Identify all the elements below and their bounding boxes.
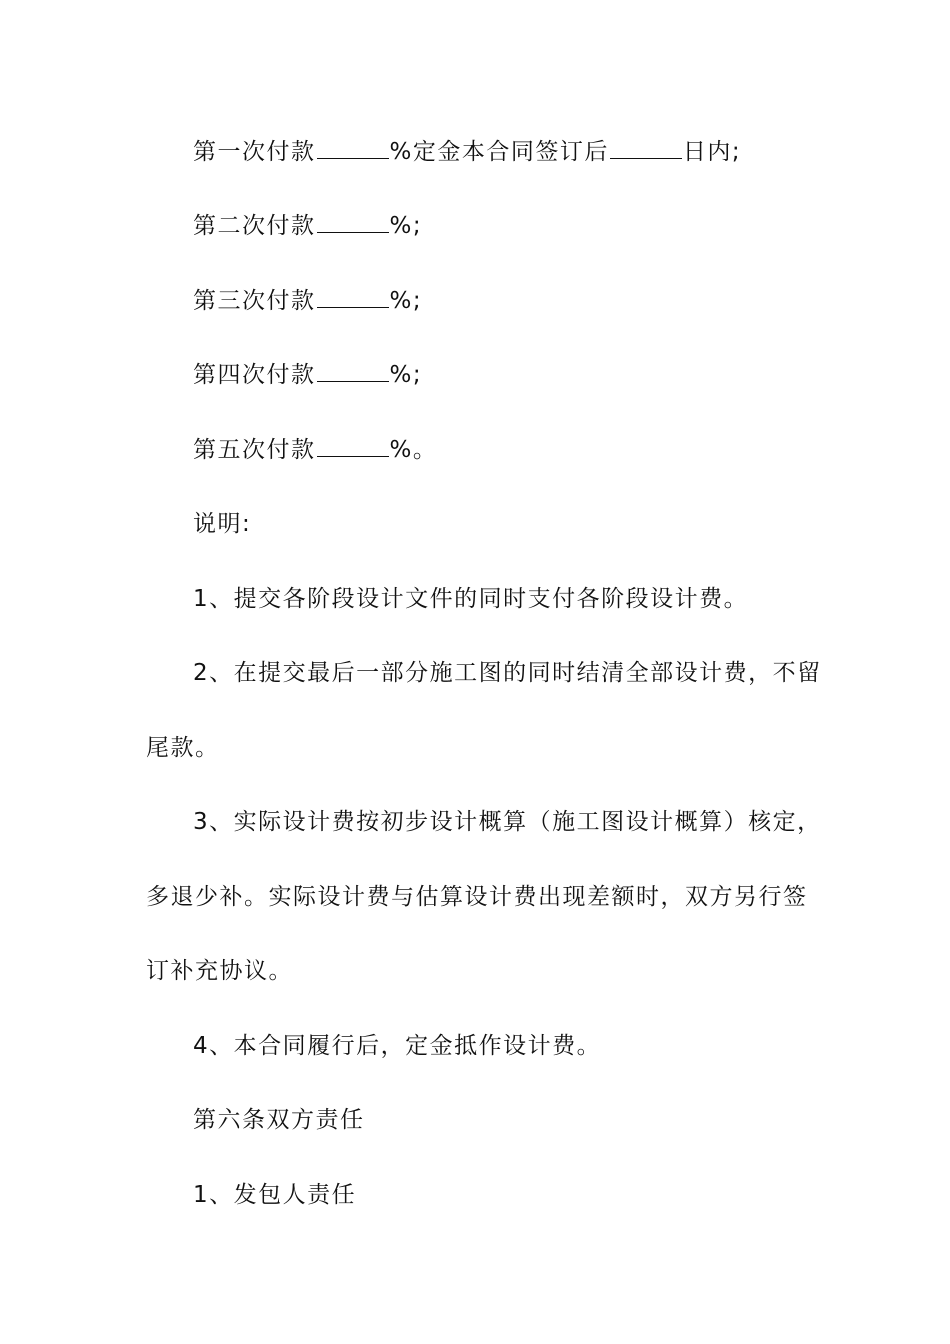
note-1: 1、提交各阶段设计文件的同时支付各阶段设计费。	[193, 586, 749, 612]
payment-line-1	[193, 136, 863, 168]
note-2-line-1: 2、在提交最后一部分施工图的同时结清全部设计费，不留	[193, 660, 822, 686]
fill-in-blank	[317, 138, 389, 159]
note-3-line-2: 多退少补。实际设计费与估算设计费出现差额时，双方另行签	[146, 884, 808, 910]
fill-in-blank	[317, 212, 389, 233]
payment-suffix: %。	[389, 437, 438, 463]
fill-in-blank	[610, 138, 682, 159]
note-4: 4、本合同履行后，定金抵作设计费。	[193, 1033, 602, 1059]
payment-line-5	[193, 434, 863, 466]
note-3-line-3: 订补充协议。	[146, 958, 293, 984]
payment-tail: 日内;	[682, 139, 742, 165]
payment-line-2	[193, 210, 863, 242]
payment-suffix: %定金本合同签订后	[389, 139, 609, 165]
fill-in-blank	[317, 287, 389, 308]
payment-label: 第二次付款	[193, 213, 316, 239]
fill-in-blank	[317, 361, 389, 382]
payment-suffix: %;	[389, 288, 423, 314]
article-6-title: 第六条双方责任	[193, 1107, 365, 1133]
payment-suffix: %;	[389, 213, 423, 239]
payment-line-4	[193, 359, 863, 391]
payment-label: 第五次付款	[193, 437, 316, 463]
fill-in-blank	[317, 436, 389, 457]
article-6-item-1: 1、发包人责任	[193, 1182, 357, 1208]
payment-suffix: %;	[389, 362, 423, 388]
payment-label: 第四次付款	[193, 362, 316, 388]
payment-label: 第三次付款	[193, 288, 316, 314]
payment-label: 第一次付款	[193, 139, 316, 165]
notes-heading: 说明:	[193, 511, 252, 537]
note-3-line-1: 3、实际设计费按初步设计概算（施工图设计概算）核定，	[193, 809, 822, 835]
payment-line-3	[193, 285, 863, 317]
note-2-line-2: 尾款。	[146, 735, 220, 761]
